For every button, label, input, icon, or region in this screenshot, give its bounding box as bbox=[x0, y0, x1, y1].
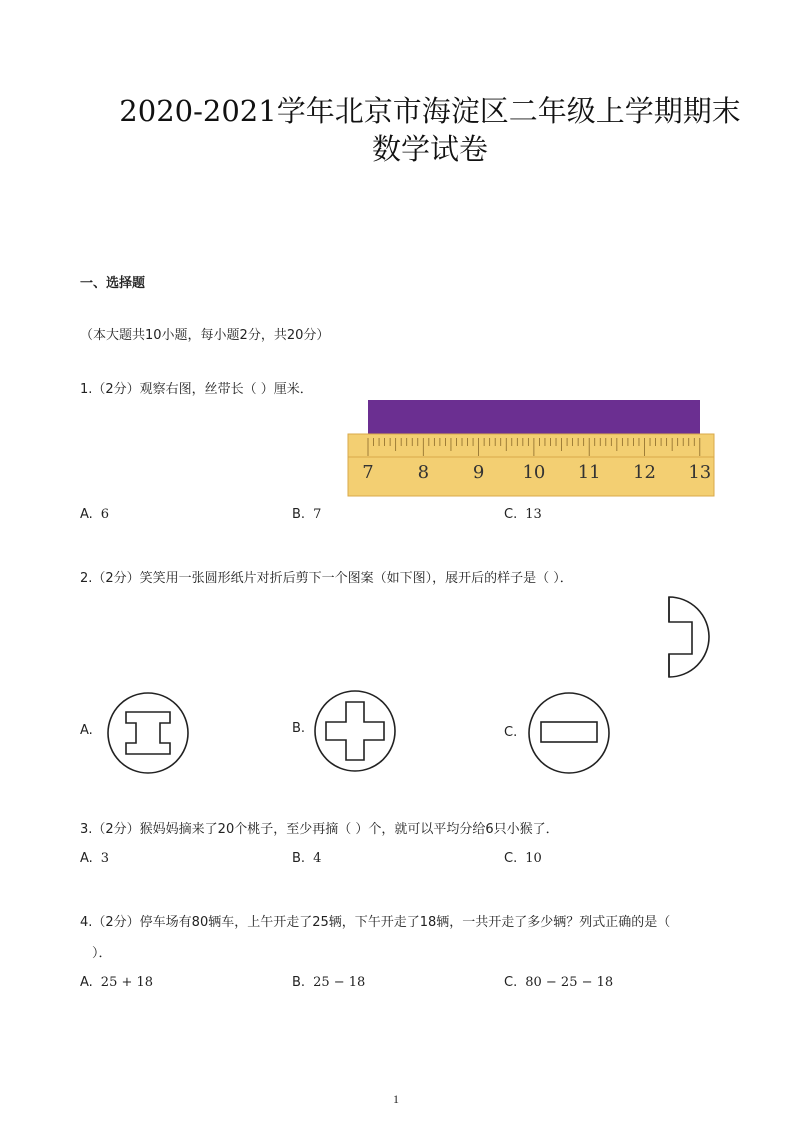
question-4-text-line1: 4.（2分）停车场有80辆车，上午开走了25辆，下午开走了18辆，一共开走了多少辆？列式正确的是（ bbox=[80, 915, 671, 930]
option-letter: A. bbox=[80, 851, 93, 866]
ruler-number: 10 bbox=[522, 462, 546, 483]
q3-option-c[interactable] bbox=[504, 851, 542, 866]
q4-option-a[interactable] bbox=[80, 975, 153, 990]
q2-option-c-label[interactable]: C. bbox=[504, 725, 518, 740]
ruler-number: 12 bbox=[633, 462, 656, 483]
folded-paper-cut-icon bbox=[664, 594, 716, 684]
option-value: 25 − 18 bbox=[313, 975, 366, 990]
option-value: 4 bbox=[313, 851, 322, 866]
q1-option-a[interactable] bbox=[80, 507, 109, 522]
option-value: 80 − 25 − 18 bbox=[525, 975, 614, 990]
option-letter: C. bbox=[504, 975, 518, 990]
q3-option-a[interactable] bbox=[80, 851, 109, 866]
option-letter: A. bbox=[80, 975, 93, 990]
section-heading: 一、选择题 bbox=[80, 276, 146, 291]
question-4-text-line2: ）． bbox=[92, 946, 112, 961]
ruler-number: 11 bbox=[577, 462, 601, 483]
q3-option-b[interactable] bbox=[292, 851, 321, 866]
page-title-line2: 数学试卷 bbox=[371, 132, 488, 166]
option-letter: B. bbox=[292, 975, 306, 990]
option-value: 3 bbox=[100, 851, 110, 866]
page-title-line1: 2020-2021学年北京市海淀区二年级上学期期末 bbox=[119, 94, 741, 128]
q1-option-b[interactable] bbox=[292, 507, 321, 522]
option-letter: B. bbox=[292, 507, 306, 522]
ruler-ribbon-figure bbox=[346, 398, 716, 498]
option-value: 25 + 18 bbox=[100, 975, 154, 990]
ruler-number: 8 bbox=[417, 462, 430, 483]
q4-option-b[interactable] bbox=[292, 975, 365, 990]
question-1-text: 1.（2分）观察右图，丝带长（ ）厘米． bbox=[80, 382, 313, 397]
ribbon bbox=[368, 400, 700, 438]
q1-option-c[interactable] bbox=[504, 507, 542, 522]
option-value: 10 bbox=[525, 851, 542, 866]
option-letter: B. bbox=[292, 851, 306, 866]
option-value: 13 bbox=[525, 507, 542, 522]
circle-bar-shape-icon[interactable] bbox=[526, 690, 612, 776]
option-letter: C. bbox=[504, 507, 518, 522]
ruler-number: 13 bbox=[688, 462, 712, 483]
ruler-number: 9 bbox=[472, 462, 485, 483]
question-3-text: 3.（2分）猴妈妈摘来了20个桃子，至少再摘（ ）个，就可以平均分给6只小猴了． bbox=[80, 822, 559, 837]
option-value: 7 bbox=[313, 507, 322, 522]
q4-option-c[interactable] bbox=[504, 975, 613, 990]
ruler-number: 7 bbox=[362, 462, 374, 483]
option-letter: C. bbox=[504, 851, 518, 866]
circle-i-shape-icon[interactable] bbox=[105, 690, 191, 776]
page-number: 1 bbox=[393, 1092, 399, 1106]
option-letter: A. bbox=[80, 507, 93, 522]
question-2-text: 2.（2分）笑笑用一张圆形纸片对折后剪下一个图案（如下图），展开后的样子是（ ）． bbox=[80, 571, 573, 586]
circle-cross-shape-icon[interactable] bbox=[312, 688, 398, 774]
q2-option-b-label[interactable]: B. bbox=[292, 721, 306, 736]
option-value: 6 bbox=[100, 507, 110, 522]
q2-option-a-label[interactable]: A. bbox=[80, 723, 93, 738]
section-note: （本大题共10小题，每小题2分，共20分） bbox=[80, 328, 330, 343]
